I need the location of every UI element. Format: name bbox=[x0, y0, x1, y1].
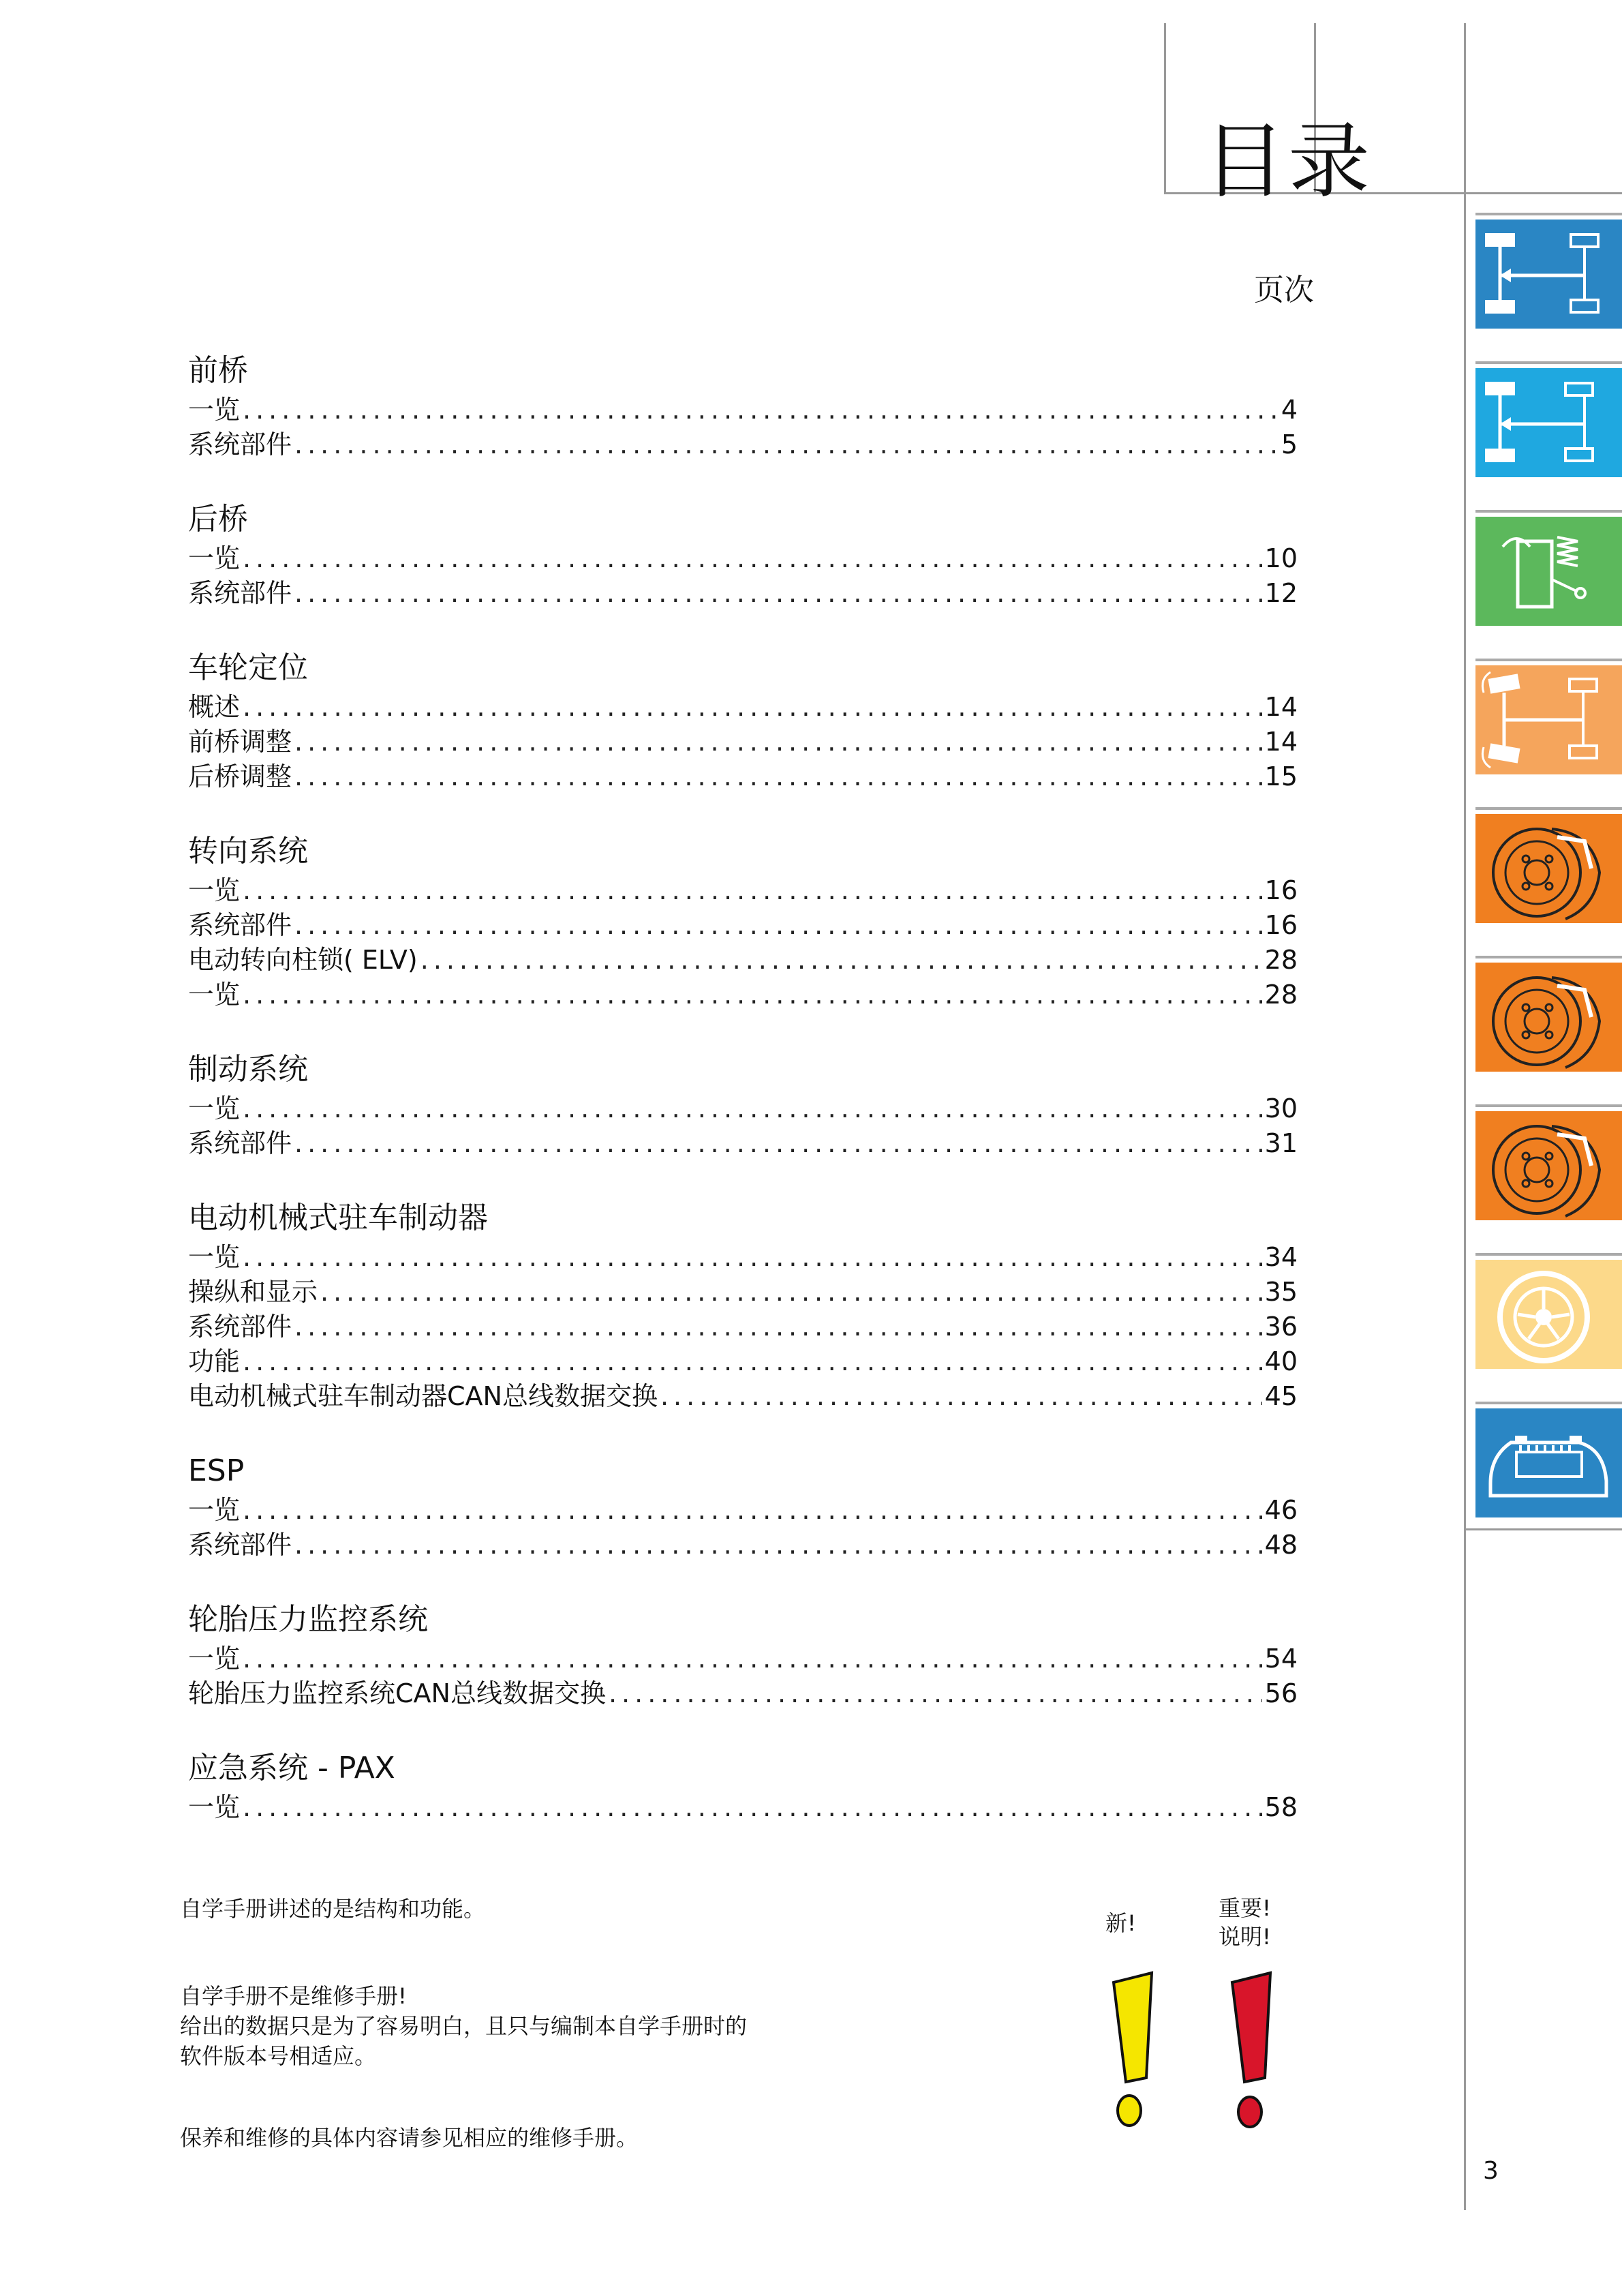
wheel-alignment-icon bbox=[1475, 665, 1622, 774]
note-service: 保养和维修的具体内容请参见相应的维修手册。 bbox=[180, 2125, 639, 2151]
toc-dot-leader bbox=[243, 1493, 1262, 1528]
toc-entry-label: 一览 bbox=[188, 1242, 241, 1272]
toc-dot-leader bbox=[420, 943, 1262, 978]
toc-entry[interactable] bbox=[188, 759, 1298, 794]
toc-dot-leader bbox=[294, 908, 1262, 943]
toc-entry[interactable] bbox=[188, 1240, 1298, 1275]
chapter-tab[interactable] bbox=[1475, 510, 1622, 626]
toc-entry-label: 系统部件 bbox=[188, 1128, 292, 1158]
toc-entry-label: 后桥调整 bbox=[188, 761, 292, 791]
new-label: 新! bbox=[1105, 1910, 1136, 1936]
toc-section bbox=[188, 1048, 1298, 1161]
toc-entry-page: 14 bbox=[1264, 727, 1298, 757]
toc-entry[interactable] bbox=[188, 541, 1298, 576]
toc-section bbox=[188, 349, 1298, 462]
toc-entry-page: 16 bbox=[1264, 875, 1298, 905]
toc-section bbox=[188, 498, 1298, 611]
wheel-suspension-icon bbox=[1475, 517, 1622, 626]
toc-section-title: 后桥 bbox=[188, 502, 248, 537]
toc-dot-leader bbox=[243, 873, 1262, 908]
toc-dot-leader bbox=[243, 1642, 1262, 1676]
toc-entry[interactable] bbox=[188, 908, 1298, 943]
toc-entry-label: 轮胎压力监控系统CAN总线数据交换 bbox=[188, 1678, 606, 1708]
toc-entry[interactable] bbox=[188, 1676, 1298, 1711]
toc-section-title: 前桥 bbox=[188, 353, 248, 388]
brake-disc-icon bbox=[1475, 814, 1622, 923]
toc-entry-page: 36 bbox=[1264, 1312, 1298, 1342]
toc-entry[interactable] bbox=[188, 1528, 1298, 1562]
chapter-tab[interactable] bbox=[1475, 1402, 1622, 1517]
toc-dot-leader bbox=[294, 1126, 1262, 1161]
toc-entry-label: 系统部件 bbox=[188, 1530, 292, 1560]
toc-dot-leader bbox=[243, 690, 1262, 725]
toc-section bbox=[188, 1449, 1298, 1562]
toc-entry-label: 一览 bbox=[188, 1792, 241, 1822]
note-line: 给出的数据只是为了容易明白，且只与编制本自学手册时的 bbox=[180, 2013, 748, 2039]
chapter-tab[interactable] bbox=[1475, 361, 1622, 477]
toc-entry-label: 一览 bbox=[188, 1644, 241, 1674]
toc-entry-page: 40 bbox=[1264, 1346, 1298, 1376]
toc-dot-leader bbox=[243, 1790, 1262, 1825]
toc-entry-page: 15 bbox=[1264, 761, 1298, 791]
important-label-line: 重要! bbox=[1219, 1895, 1271, 1921]
toc-entry[interactable] bbox=[188, 393, 1298, 427]
toc-entry-label: 概述 bbox=[188, 692, 241, 722]
page-number: 3 bbox=[1483, 2157, 1499, 2185]
toc-entry[interactable] bbox=[188, 1126, 1298, 1161]
toc-entry-page: 56 bbox=[1264, 1678, 1298, 1708]
toc-entry[interactable] bbox=[188, 1344, 1298, 1379]
chapter-tab[interactable] bbox=[1475, 1104, 1622, 1220]
tab-column-divider bbox=[1464, 192, 1466, 2210]
tab-column-bottom bbox=[1464, 1528, 1622, 1530]
toc-entry-label: 前桥调整 bbox=[188, 727, 292, 757]
toc-section bbox=[188, 1196, 1298, 1414]
toc-section bbox=[188, 1747, 1298, 1825]
toc-entry-page: 31 bbox=[1264, 1128, 1298, 1158]
toc-entry[interactable] bbox=[188, 690, 1298, 725]
toc-entry-page: 30 bbox=[1264, 1093, 1298, 1123]
toc-entry-label: 一览 bbox=[188, 543, 241, 573]
page-title: 目录 bbox=[1204, 115, 1373, 210]
toc-dot-leader bbox=[294, 576, 1262, 611]
toc-entry-label: 一览 bbox=[188, 1495, 241, 1525]
important-label bbox=[1219, 1894, 1271, 1951]
toc-entry[interactable] bbox=[188, 725, 1298, 759]
toc-entry-page: 46 bbox=[1264, 1495, 1298, 1525]
toc-section-title: 制动系统 bbox=[188, 1052, 308, 1087]
note-line: 自学手册不是维修手册! bbox=[180, 1983, 407, 2009]
new-exclamation-icon bbox=[1099, 1969, 1160, 2132]
rear-axle-icon bbox=[1475, 368, 1622, 477]
toc-dot-leader bbox=[243, 541, 1262, 576]
toc-dot-leader bbox=[660, 1379, 1262, 1414]
header-frame-right bbox=[1464, 23, 1466, 194]
esp-unit-icon bbox=[1475, 1408, 1622, 1517]
toc-section-title: 车轮定位 bbox=[188, 650, 308, 685]
toc-entry-page: 5 bbox=[1281, 429, 1298, 459]
toc-entry-page: 35 bbox=[1264, 1277, 1298, 1307]
toc-dot-leader bbox=[294, 759, 1262, 794]
toc-entry-label: 系统部件 bbox=[188, 578, 292, 608]
brake-disc-icon bbox=[1475, 1111, 1622, 1220]
toc-dot-leader bbox=[294, 427, 1279, 462]
toc-entry-page: 14 bbox=[1264, 692, 1298, 722]
toc-entry-page: 54 bbox=[1264, 1644, 1298, 1674]
toc-dot-leader bbox=[243, 1091, 1262, 1126]
toc-section bbox=[188, 646, 1298, 794]
toc-entry[interactable] bbox=[188, 1310, 1298, 1344]
toc-entry-label: 一览 bbox=[188, 980, 241, 1010]
toc-entry[interactable] bbox=[188, 1642, 1298, 1676]
toc-entry-page: 34 bbox=[1264, 1242, 1298, 1272]
page-column-header: 页次 bbox=[1254, 273, 1314, 307]
toc-entry[interactable] bbox=[188, 1493, 1298, 1528]
chapter-tab[interactable] bbox=[1475, 213, 1622, 329]
toc-dot-leader bbox=[320, 1275, 1262, 1310]
toc-entry-page: 12 bbox=[1264, 578, 1298, 608]
toc-dot-leader bbox=[243, 978, 1262, 1012]
toc-entry-label: 一览 bbox=[188, 875, 241, 905]
toc-entry-label: 电动机械式驻车制动器CAN总线数据交换 bbox=[188, 1381, 658, 1411]
toc-entry-page: 45 bbox=[1264, 1381, 1298, 1411]
toc-entry-label: 一览 bbox=[188, 1093, 241, 1123]
toc-section-title: 电动机械式驻车制动器 bbox=[188, 1200, 488, 1235]
toc-entry-label: 系统部件 bbox=[188, 910, 292, 940]
toc-section bbox=[188, 830, 1298, 1012]
toc-dot-leader bbox=[294, 1528, 1262, 1562]
chapter-tab[interactable] bbox=[1475, 659, 1622, 774]
toc-entry-label: 功能 bbox=[188, 1346, 241, 1376]
toc-entry-page: 16 bbox=[1264, 910, 1298, 940]
toc-section-title: 轮胎压力监控系统 bbox=[188, 1602, 428, 1637]
brake-disc-icon bbox=[1475, 963, 1622, 1072]
note-structure: 自学手册讲述的是结构和功能。 bbox=[180, 1896, 486, 1922]
note-not-repair-manual bbox=[180, 1981, 747, 2071]
toc-entry-page: 4 bbox=[1281, 395, 1298, 425]
toc-entry[interactable] bbox=[188, 978, 1298, 1012]
toc-section-title: 应急系统 - PAX bbox=[188, 1751, 395, 1785]
toc-entry[interactable] bbox=[188, 1379, 1298, 1414]
toc-entry-label: 电动转向柱锁( ELV) bbox=[188, 945, 418, 975]
toc-entry[interactable] bbox=[188, 576, 1298, 611]
toc-entry[interactable] bbox=[188, 427, 1298, 462]
chapter-tab[interactable] bbox=[1475, 956, 1622, 1072]
front-axle-icon bbox=[1475, 220, 1622, 329]
toc-entry-label: 一览 bbox=[188, 395, 241, 425]
toc-entry[interactable] bbox=[188, 873, 1298, 908]
toc-entry-page: 28 bbox=[1264, 945, 1298, 975]
toc-dot-leader bbox=[294, 725, 1262, 759]
header-frame-left bbox=[1164, 23, 1166, 194]
toc-section-title: ESP bbox=[188, 1453, 245, 1488]
toc-entry-page: 48 bbox=[1264, 1530, 1298, 1560]
toc-entry[interactable] bbox=[188, 943, 1298, 978]
important-label-line: 说明! bbox=[1219, 1924, 1271, 1950]
table-of-contents bbox=[188, 349, 1298, 1860]
chapter-tab[interactable] bbox=[1475, 1253, 1622, 1369]
toc-entry[interactable] bbox=[188, 1790, 1298, 1825]
note-line: 软件版本号相适应。 bbox=[180, 2043, 377, 2069]
toc-dot-leader bbox=[243, 393, 1279, 427]
toc-entry-page: 28 bbox=[1264, 980, 1298, 1010]
toc-entry-page: 58 bbox=[1264, 1792, 1298, 1822]
toc-entry-label: 操纵和显示 bbox=[188, 1277, 318, 1307]
toc-entry[interactable] bbox=[188, 1275, 1298, 1310]
toc-entry-page: 10 bbox=[1264, 543, 1298, 573]
toc-entry-label: 系统部件 bbox=[188, 429, 292, 459]
toc-dot-leader bbox=[243, 1344, 1262, 1379]
important-exclamation-icon bbox=[1217, 1969, 1279, 2132]
toc-dot-leader bbox=[609, 1676, 1262, 1711]
toc-dot-leader bbox=[243, 1240, 1262, 1275]
toc-entry[interactable] bbox=[188, 1091, 1298, 1126]
toc-dot-leader bbox=[294, 1310, 1262, 1344]
toc-section bbox=[188, 1598, 1298, 1711]
chapter-tab[interactable] bbox=[1475, 807, 1622, 923]
toc-entry-label: 系统部件 bbox=[188, 1312, 292, 1342]
toc-section-title: 转向系统 bbox=[188, 834, 308, 868]
tire-rim-icon bbox=[1475, 1260, 1622, 1369]
